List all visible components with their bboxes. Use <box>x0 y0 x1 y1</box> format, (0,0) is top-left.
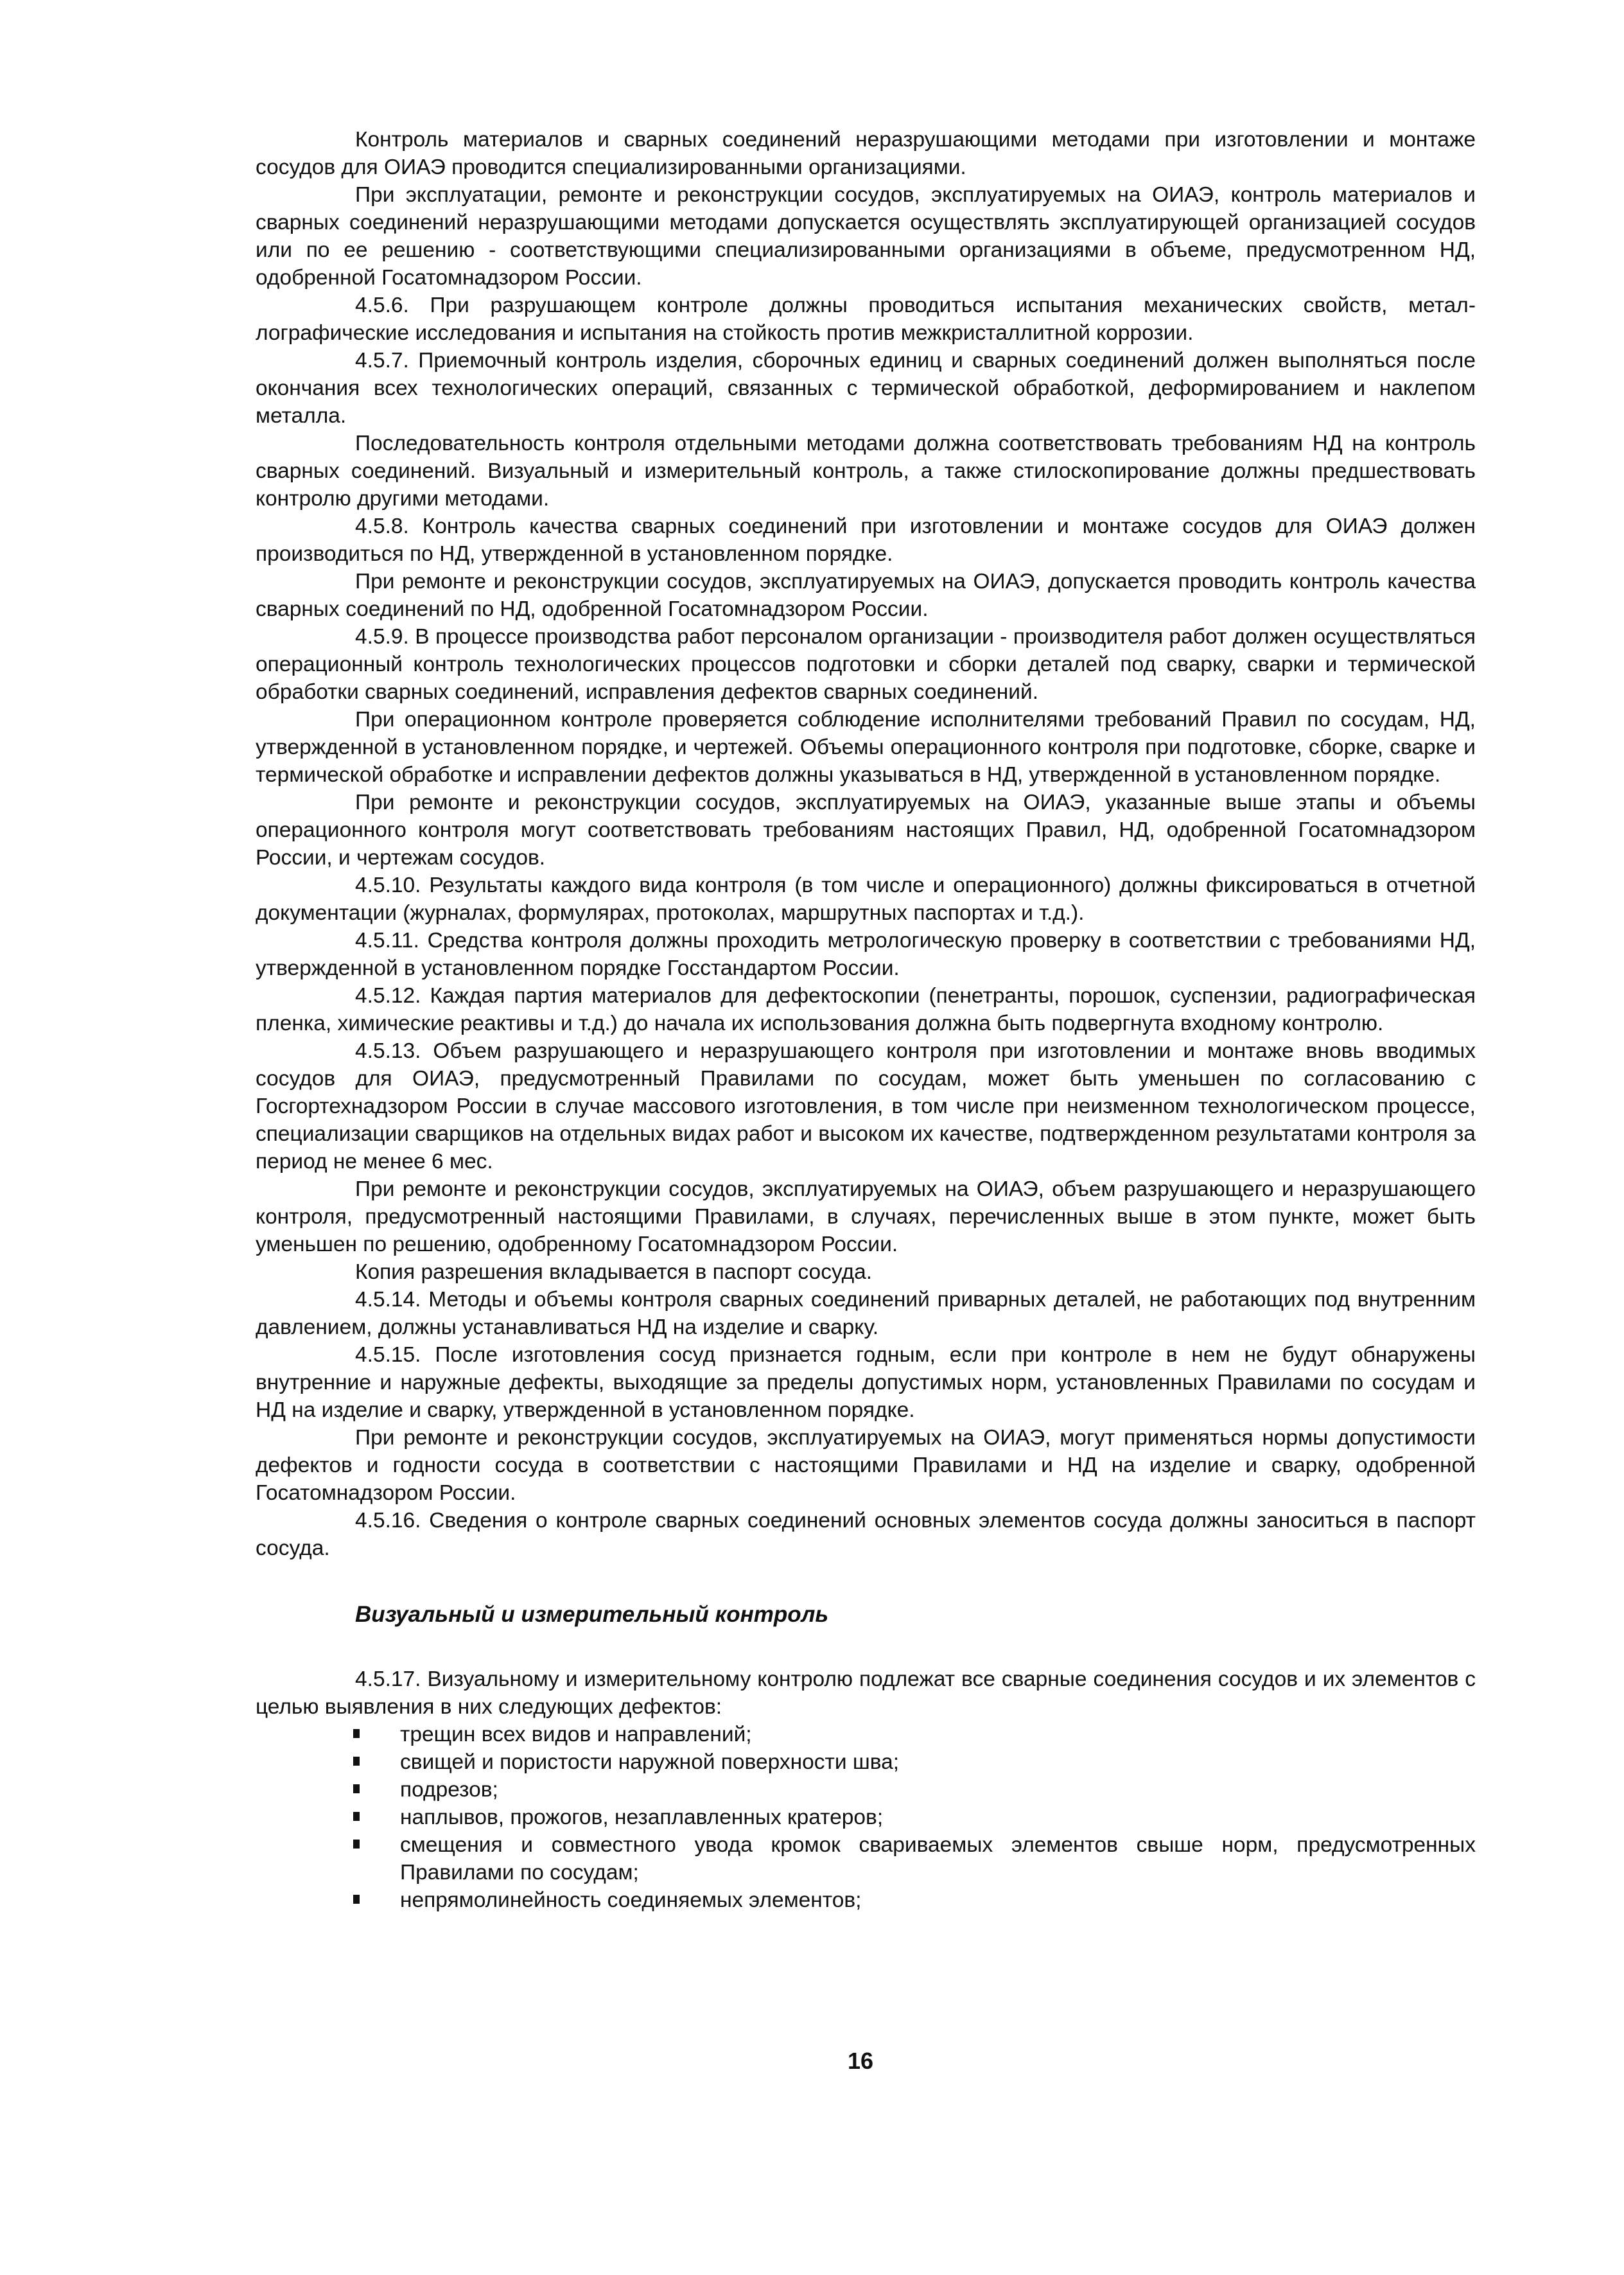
list-item <box>256 1721 1476 1748</box>
paragraph: 4.5.13. Объем разрушающего и неразрушающего контроля при изготовлении и монтаже вновь вводимых сосудов для ОИАЭ, предусмотренный Правилами по сосудам, может быть уменьшен по согласованию с Госгортехнадзором России в случае массового изготовления, в том числе при неизменном технологическом процессе, специализации сварщиков на отдельных видах работ и высоком их качестве, подтвержденном результатами контроля за период не менее 6 мес. <box>256 1039 1476 1173</box>
paragraph: 4.5.9. В процессе производства работ персоналом организации - производителя работ должен осуществляться операционный контроль технологических процессов подготовки и сборки деталей под сварку, сварки и термической обработки сварных соединений, исправления дефектов сварных соединений. <box>256 625 1476 704</box>
paragraph: При ремонте и реконструкции сосудов, эксплуатируемых на ОИАЭ, могут применяться нормы допустимости дефектов и годности сосуда в соответствии с настоящими Правилами и НД на изделие и сварку, одобренной Госатомнадзором России. <box>256 1426 1476 1505</box>
paragraph: 4.5.14. Методы и объемы контроля сварных соединений приварных деталей, не работающих под внутренним давлением, должны устанавливаться НД на изделие и сварку. <box>256 1288 1476 1339</box>
paragraph: При эксплуатации, ремонте и реконструкции сосудов, эксплуатируемых на ОИАЭ, контроль материалов и сварных соединений неразрушающими методами допускается осуществлять эксплуатирующей организацией сосудов или по ее решению - соответствующими специализированными организациями в объеме, предусмотренном НД, одобренной Госатомнадзором России. <box>256 183 1476 290</box>
paragraph: 4.5.8. Контроль качества сварных соединений при изготовлении и монтаже сосудов для ОИАЭ должен производиться по НД, утвержденной в установленном порядке. <box>256 514 1476 566</box>
list-item-text: подрезов; <box>400 1778 498 1802</box>
paragraph: При ремонте и реконструкции сосудов, эксплуатируемых на ОИАЭ, объем разрушающего и неразрушающего контроля, предусмотренный настоящими Правилами, в случаях, перечисленных выше в этом пункте, может быть уменьшен по решению, одобренному Госатомнадзором России. <box>256 1177 1476 1256</box>
paragraph: 4.5.7. Приемочный контроль изделия, сборочных единиц и сварных соединений должен выполняться после окончания всех технологических операций, связанных с термической обработкой, деформированием и наклепом металла. <box>256 349 1476 428</box>
paragraph: 4.5.17. Визуальному и измерительному контролю подлежат все сварные соединения сосудов и их элементов с целью выявления в них следующих дефектов: <box>256 1667 1476 1719</box>
document-body <box>256 126 1476 1914</box>
paragraph: 4.5.12. Каждая партия материалов для дефектоскопии (пенетранты, порошок, суспензии, радиографическая пленка, химические реактивы и т.д.) до начала их использования должна быть подвергнута входному контролю. <box>256 984 1476 1035</box>
paragraph: При операционном контроле проверяется соблюдение исполнителями требований Правил по сосудам, НД, утвержденной в установленном порядке, и чертежей. Объемы операционного контроля при подготовке, сборке, сварке и термической обработке и исправлении дефектов должны указываться в НД, утвержденной в установленном порядке. <box>256 708 1476 787</box>
paragraph: 4.5.16. Сведения о контроле сварных соединений основных элементов сосуда должны заноситься в паспорт сосуда. <box>256 1509 1476 1560</box>
list-item <box>256 1748 1476 1776</box>
bullet-icon <box>353 1812 360 1821</box>
paragraph: 4.5.6. При разрушающем контроле должны проводиться испытания механических свойств, металлографические исследования и испытания на стойкость против межкристаллитной коррозии. <box>256 294 1476 345</box>
list-item <box>256 1886 1476 1914</box>
paragraph: Последовательность контроля отдельными методами должна соответствовать требованиям НД на контроль сварных соединений. Визуальный и измерительный контроль, а также стилоскопирование должны предшествовать контролю другими методами. <box>256 432 1476 511</box>
list-item-text: наплывов, прожогов, незаплавленных кратеров; <box>400 1805 884 1829</box>
defect-list <box>256 1721 1476 1914</box>
list-item <box>256 1831 1476 1886</box>
paragraph: 4.5.10. Результаты каждого вида контроля (в том числе и операционного) должны фиксироваться в отчетной документации (журналах, формулярах, протоколах, маршрутных паспортах и т.д.). <box>256 874 1476 925</box>
paragraph: При ремонте и реконструкции сосудов, эксплуатируемых на ОИАЭ, допускается проводить контроль качества сварных соединений по НД, одобренной Госатомнадзором России. <box>256 570 1476 621</box>
bullet-icon <box>353 1840 360 1849</box>
list-item-text: трещин всех видов и направлений; <box>400 1723 752 1746</box>
paragraph: 4.5.15. После изготовления сосуд признается годным, если при контроле в нем не будут обнаружены внутренние и наружные дефекты, выходящие за пределы допустимых норм, установленных Правилами по сосудам и НД на изделие и сварку, утвержденной в установленном порядке. <box>256 1343 1476 1422</box>
section-heading: Визуальный и измерительный контроль <box>355 1602 829 1627</box>
list-item <box>256 1776 1476 1804</box>
list-item-text: смещения и совместного увода кромок свариваемых элементов свыше норм, предусмотренных Правилами по сосудам; <box>400 1833 1476 1884</box>
paragraph: 4.5.11. Средства контроля должны проходить метрологическую проверку в соответствии с требованиями НД, утвержденной в установленном порядке Госстандартом России. <box>256 929 1476 980</box>
paragraph: Контроль материалов и сварных соединений неразрушающими методами при изготовлении и монтаже сосудов для ОИАЭ проводится специализированными организациями. <box>256 128 1476 179</box>
bullet-icon <box>353 1729 360 1738</box>
page-number: 16 <box>848 2048 874 2074</box>
bullet-icon <box>353 1895 360 1904</box>
bullet-icon <box>353 1784 360 1793</box>
list-item-text: непрямолинейность соединяемых элементов; <box>400 1888 862 1912</box>
list-item-text: свищей и пористости наружной поверхности шва; <box>400 1750 900 1774</box>
paragraph: При ремонте и реконструкции сосудов, эксплуатируемых на ОИАЭ, указанные выше этапы и объемы операционного контроля могут соответствовать требованиям настоящих Правил, НД, одобренной Госатомнадзором России, и чертежам сосудов. <box>256 791 1476 870</box>
bullet-icon <box>353 1757 360 1766</box>
paragraph: Копия разрешения вкладывается в паспорт сосуда. <box>355 1260 873 1284</box>
list-item <box>256 1804 1476 1831</box>
